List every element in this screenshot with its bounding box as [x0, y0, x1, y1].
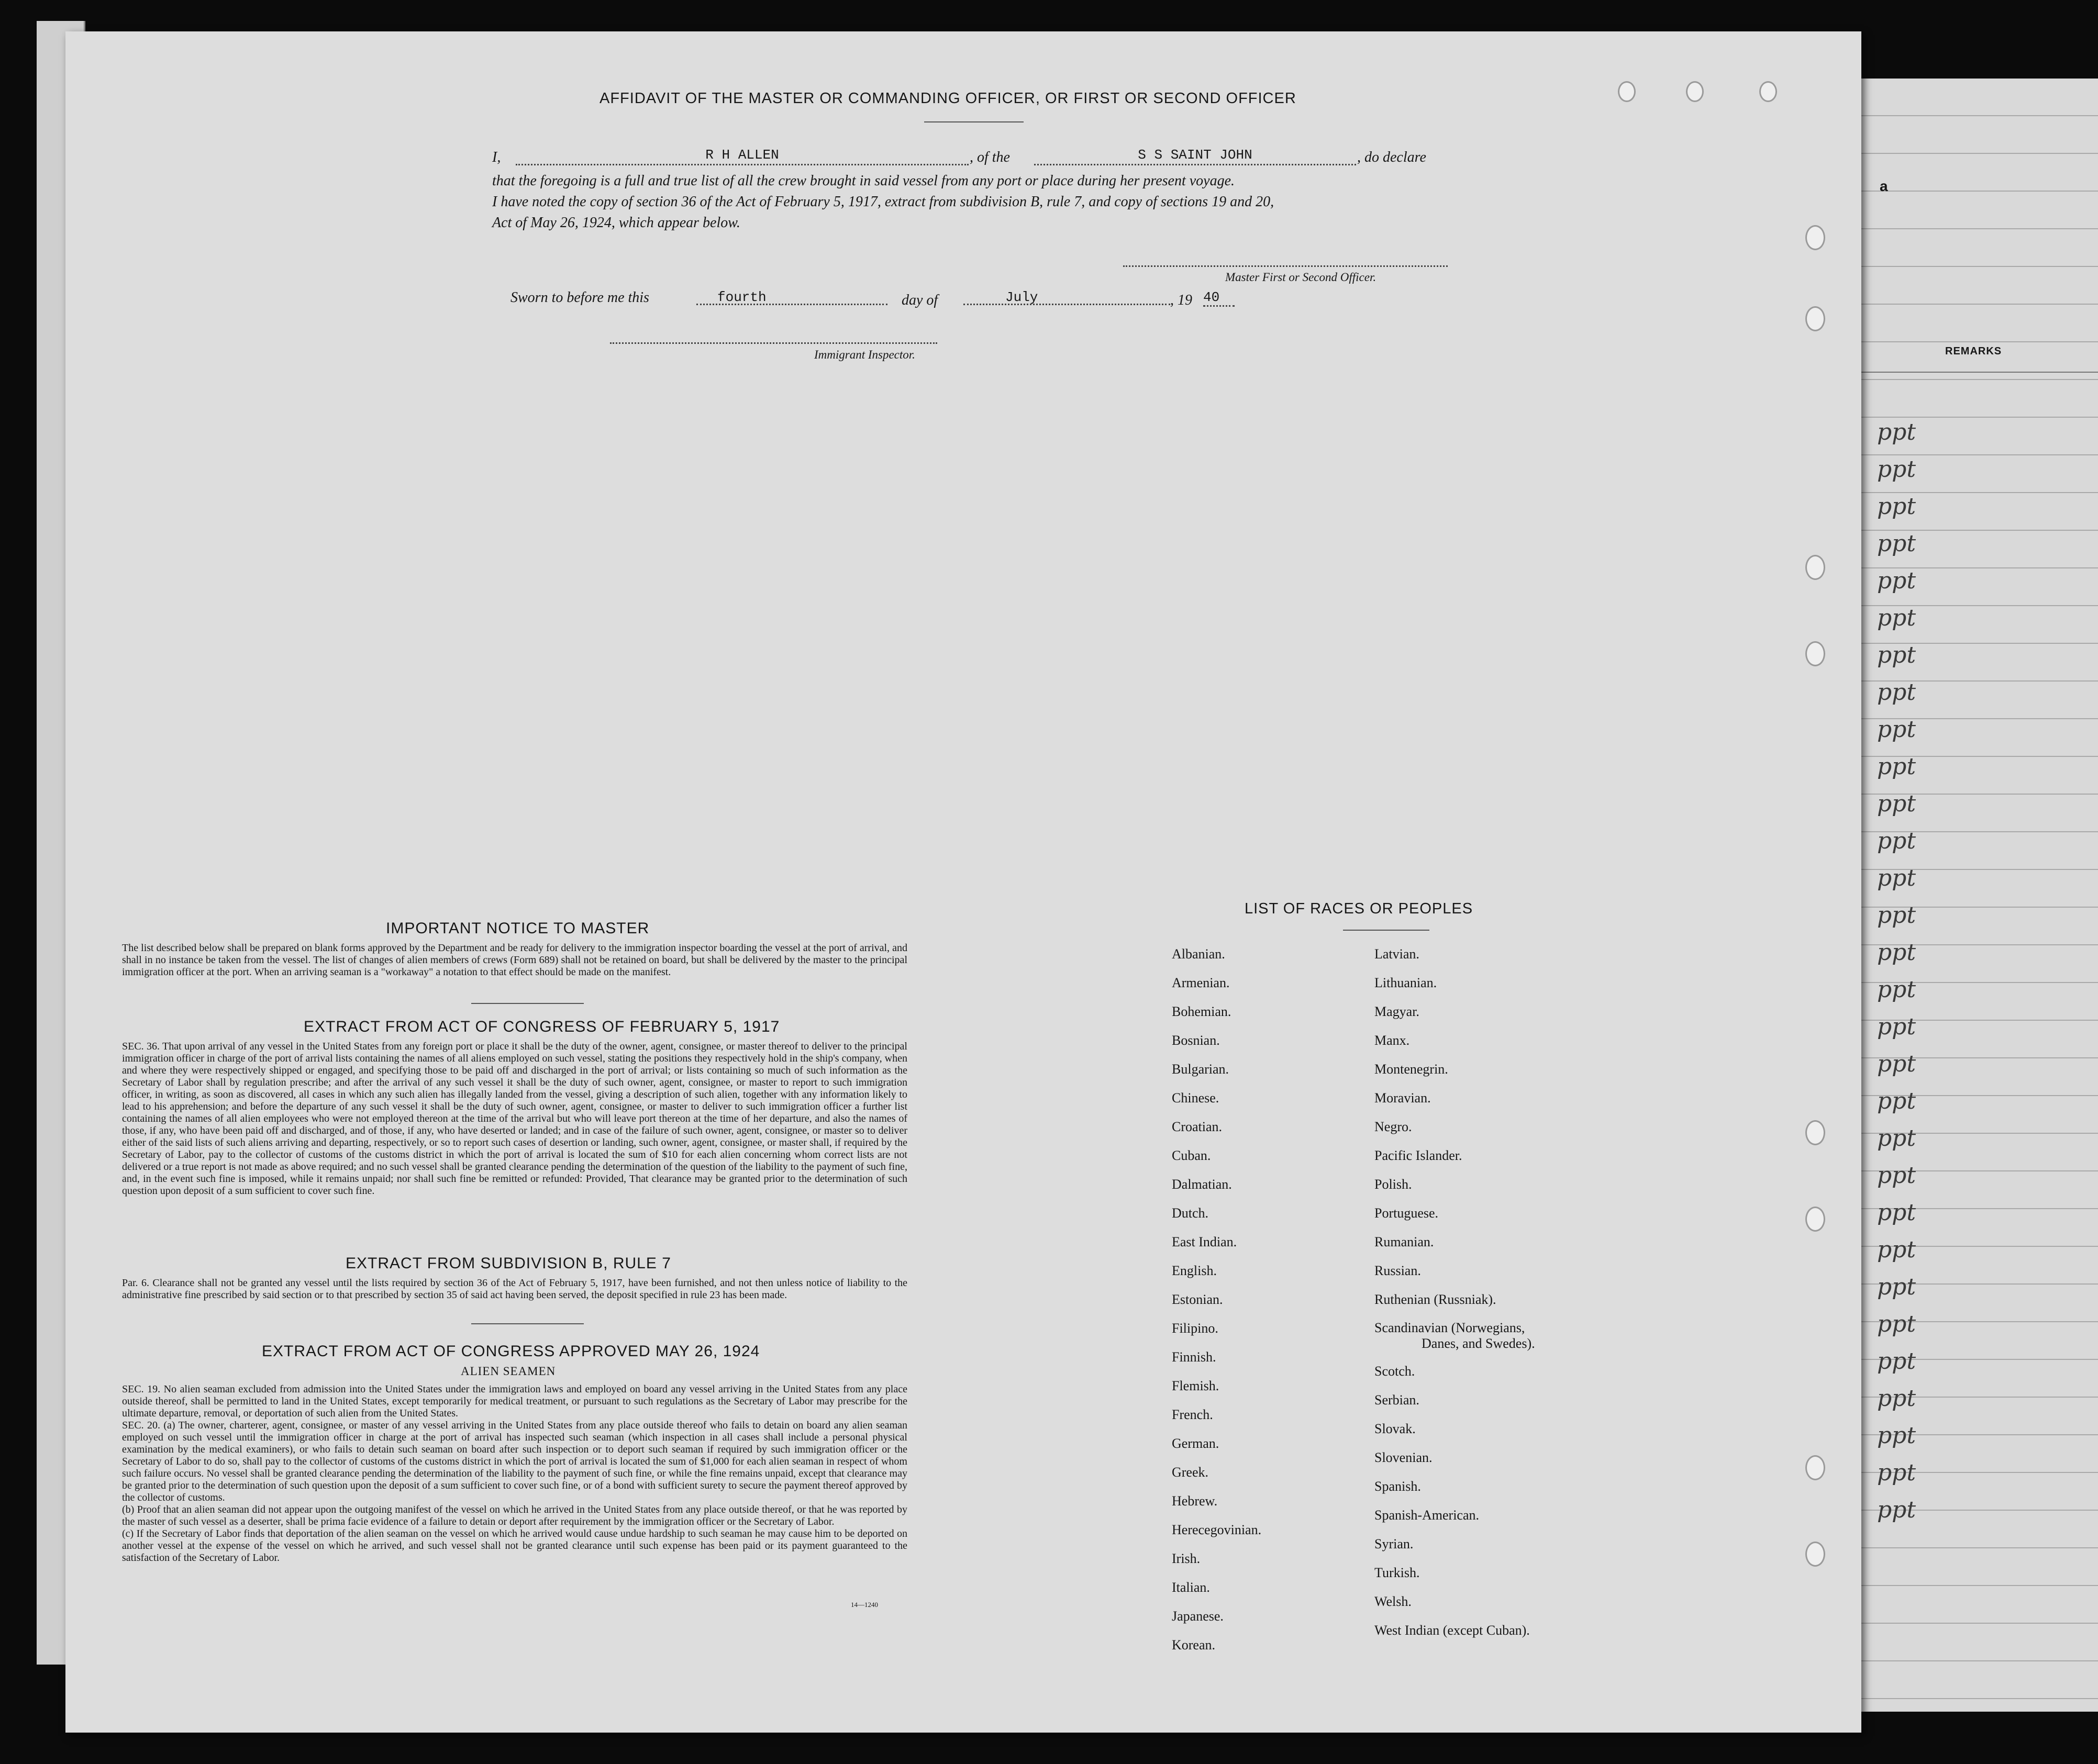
extract-1917-body: [122, 1041, 907, 1197]
remark-handwritten-mark: ppt: [1877, 530, 1916, 557]
affidavit-line-4: Act of May 26, 1924, which appear below.: [492, 215, 740, 231]
remark-handwritten-mark: ppt: [1877, 1199, 1916, 1226]
races-title-rule: [1343, 930, 1429, 931]
sec-20c-text: (c) If the Secretary of Labor finds that deportation of the alien seaman on the vessel on which he arrived would cause undue hardship to such seaman he may cause him to be deported on another vessel at the expense of the vessel on which he arrived, and such vessel shall not be granted clearance until such expense has been paid or its payment guaranteed to the satisfaction of the Secretary of Labor.: [122, 1528, 907, 1564]
race-item: Finnish.: [1172, 1349, 1216, 1365]
race-item: Filipino.: [1172, 1321, 1218, 1336]
punch-hole: [1805, 641, 1825, 666]
race-item: German.: [1172, 1436, 1219, 1451]
race-item: Lithuanian.: [1374, 975, 1437, 990]
race-item: Portuguese.: [1374, 1205, 1439, 1221]
punch-hole: [1805, 1542, 1825, 1567]
race-item: Chinese.: [1172, 1090, 1219, 1106]
race-item: Serbian.: [1374, 1392, 1419, 1408]
race-item: Negro.: [1374, 1119, 1412, 1134]
remark-handwritten-mark: ppt: [1877, 828, 1916, 854]
race-item: East Indian.: [1172, 1234, 1237, 1249]
remark-handwritten-mark: ppt: [1877, 1013, 1916, 1040]
vessel-name-field[interactable]: S S SAINT JOHN: [1034, 147, 1356, 165]
race-item: Scandinavian (Norwegians,: [1374, 1320, 1525, 1335]
race-item: Italian.: [1172, 1580, 1210, 1595]
sec-20b-text: (b) Proof that an alien seaman did not appear upon the outgoing manifest of the vessel on which he arrived in the United States from any place outside thereof, or that he was reported by the master of such vessel as a deserter, shall be prima facie evidence of a failure to detain or deport after requirement by the immigration officer or the Secretary of Labor.: [122, 1504, 907, 1527]
race-item: Montenegrin.: [1374, 1062, 1448, 1077]
remark-handwritten-mark: ppt: [1877, 493, 1916, 520]
race-item: West Indian (except Cuban).: [1374, 1623, 1530, 1638]
remark-handwritten-mark: ppt: [1877, 1311, 1916, 1337]
race-item: Japanese.: [1172, 1609, 1224, 1624]
remark-handwritten-mark: ppt: [1877, 456, 1916, 483]
race-item: Bulgarian.: [1172, 1062, 1229, 1077]
remark-handwritten-mark: ppt: [1877, 939, 1916, 966]
race-item: Turkish.: [1374, 1565, 1420, 1580]
race-item: Polish.: [1374, 1177, 1412, 1192]
races-left-column: [1172, 940, 1261, 1659]
sworn-year-field[interactable]: 40: [1203, 289, 1235, 307]
race-item: Albanian.: [1172, 946, 1225, 962]
race-item: Dalmatian.: [1172, 1177, 1232, 1192]
race-item: Latvian.: [1374, 946, 1419, 962]
affidavit-i-label: I,: [492, 149, 501, 165]
punch-hole: [1805, 306, 1825, 331]
master-signature-line[interactable]: [1123, 264, 1448, 267]
race-item: Russian.: [1374, 1263, 1421, 1278]
master-name-field[interactable]: R H ALLEN: [516, 147, 969, 165]
punch-hole: [1805, 225, 1825, 250]
remark-handwritten-mark: ppt: [1877, 1385, 1916, 1412]
title-rule: [924, 121, 1024, 122]
remark-handwritten-mark: ppt: [1877, 1125, 1916, 1152]
inspector-caption: Immigrant Inspector.: [814, 348, 915, 361]
race-item: Welsh.: [1374, 1594, 1412, 1609]
inspector-signature-line[interactable]: [610, 341, 937, 344]
of-the-label: , of the: [970, 149, 1010, 165]
punch-hole: [1686, 81, 1704, 102]
race-item: Hebrew.: [1172, 1493, 1218, 1509]
remark-handwritten-mark: ppt: [1877, 902, 1916, 929]
remark-handwritten-mark: ppt: [1877, 567, 1916, 594]
year-prefix-label: , 19: [1170, 292, 1192, 308]
race-item: Estonian.: [1172, 1292, 1223, 1307]
remark-handwritten-mark: ppt: [1877, 1274, 1916, 1300]
race-item: Armenian.: [1172, 975, 1230, 990]
race-item: Bohemian.: [1172, 1004, 1231, 1019]
remark-handwritten-mark: ppt: [1877, 1348, 1916, 1375]
sec-19-text: SEC. 19. No alien seaman excluded from admission into the United States under the immigration laws and employed on board any vessel arriving in the United States from any place outside thereof, shall be permitted to land in the United States, except temporarily for medical treatment, or pursuant to such regulations as the Secretary of Labor may prescribe for the ultimate departure, removal, or deportation of such alien from the United States.: [122, 1383, 907, 1419]
extract-1917-title: EXTRACT FROM ACT OF CONGRESS OF FEBRUARY 5, 1917: [304, 1018, 780, 1035]
race-item-continued: Danes, and Swedes).: [1422, 1336, 1535, 1351]
master-signature-caption: Master First or Second Officer.: [1225, 271, 1377, 284]
punch-hole: [1805, 1207, 1825, 1232]
punch-hole: [1805, 1455, 1825, 1480]
extract-1924-title: EXTRACT FROM ACT OF CONGRESS APPROVED MAY 26, 1924: [262, 1343, 760, 1360]
remark-handwritten-mark: ppt: [1877, 1051, 1916, 1077]
punch-hole: [1618, 81, 1636, 102]
extract-1924-body: [122, 1383, 907, 1564]
race-item: Herecegovinian.: [1172, 1522, 1262, 1537]
race-item: Slovak.: [1374, 1421, 1416, 1436]
remark-handwritten-mark: ppt: [1877, 716, 1916, 743]
sworn-label: Sworn to before me this: [510, 289, 649, 306]
rule-7-title: EXTRACT FROM SUBDIVISION B, RULE 7: [346, 1255, 671, 1272]
remark-handwritten-mark: ppt: [1877, 605, 1916, 631]
races-title: LIST OF RACES OR PEOPLES: [1245, 900, 1473, 917]
race-item: Magyar.: [1374, 1004, 1419, 1019]
race-item: Irish.: [1172, 1551, 1201, 1566]
section-rule: [471, 1003, 584, 1004]
notice-title: IMPORTANT NOTICE TO MASTER: [386, 920, 650, 937]
alien-seamen-subtitle: ALIEN SEAMEN: [461, 1365, 556, 1378]
race-item: Ruthenian (Russniak).: [1374, 1292, 1496, 1307]
notice-text: The list described below shall be prepared on blank forms approved by the Department and be ready for delivery to the immigration inspector boarding the vessel at the port of arrival, and shall in no instance be taken from the vessel. The list of changes of alien members of crews (Form 689) shall not be retained on board, but shall be delivered by the master to the principal immigration officer at the port. When an arriving seaman is a "workaway" a notation to that effect should be made on the manifest.: [122, 942, 907, 978]
race-item: Slovenian.: [1374, 1450, 1433, 1465]
extract-1917-text: SEC. 36. That upon arrival of any vessel in the United States from any foreign port or place it shall be the duty of the owner, agent, consignee, or master thereof to deliver to the principal immigration officer in charge of the port of arrival lists containing the names of all aliens employed on such vessel, stating the positions they respectively hold in the ship's company, when and where they were respectively shipped or engaged, and specifying those to be paid off and discharged in the port of arrival; or lists containing so much of such information as the Secretary of Labor shall by regulation prescribe; and after the arrival of any such vessel it shall be the duty of such owner, agent, consignee, or master to report to such immigration officer, in writing, as soon as discovered, all cases in which any such alien has illegally landed from the vessel, giving a description of such alien, together with any information likely to lead to his apprehension; and before the departure of any such vessel it shall be the duty of such owner, agent, consignee, or master to deliver to such immigration officer a further list containing the names of all alien employees who were not employed thereon at the time of the arrival but who will leave port thereon at the time of her departure, and also the names of those, if any, who have been paid off and discharged, and of those, if any, who have deserted or landed; and in case of the failure of such owner, agent, consignee, or master so to deliver either of the said lists of such aliens arriving and departing, respectively, or so to report such cases of desertion or landing, such owner, agent, consignee, or master shall, if required by the Secretary of Labor, pay to the collector of customs of the customs district in which the port of arrival is located the sum of $10 for each alien concerning whom correct lists are not delivered or a true report is not made as above required; and no such vessel shall be granted clearance pending the determination of the question of the liability to the payment of such fine, and, in the event such fine is imposed, while it remains unpaid; nor shall such fine be remitted or refunded: Provided, That clearance may be granted prior to the determination of such question upon deposit of a sum sufficient to cover such fine.: [122, 1041, 907, 1197]
back-sheet-letter: a: [1880, 178, 1888, 194]
remark-handwritten-mark: ppt: [1877, 976, 1916, 1003]
sworn-month-field[interactable]: July: [963, 289, 1170, 305]
remark-handwritten-mark: ppt: [1877, 790, 1916, 817]
remark-handwritten-mark: ppt: [1877, 1497, 1916, 1523]
races-right-column: [1374, 940, 1535, 1645]
punch-hole: [1759, 81, 1777, 102]
affidavit-line-3: I have noted the copy of section 36 of the Act of February 5, 1917, extract from subdivision B, rule 7, and copy of sections 19 and 20,: [492, 194, 1274, 210]
remark-handwritten-mark: ppt: [1877, 1236, 1916, 1263]
rule-7-body: [122, 1277, 907, 1301]
race-item: Moravian.: [1374, 1090, 1431, 1106]
race-item: English.: [1172, 1263, 1217, 1278]
race-item: Greek.: [1172, 1465, 1209, 1480]
do-declare-label: , do declare: [1357, 149, 1426, 165]
race-item: Manx.: [1374, 1033, 1410, 1048]
notice-body: [122, 942, 907, 978]
race-item: Pacific Islander.: [1374, 1148, 1462, 1163]
remark-handwritten-mark: ppt: [1877, 1459, 1916, 1486]
rule-7-text: Par. 6. Clearance shall not be granted any vessel until the lists required by section 36 of the Act of February 5, 1917, have been furnished, and not then unless notice of liability to the administrative fine prescribed by said section or to that prescribed by section 35 of said act having been served, the deposit specified in rule 23 has been made.: [122, 1277, 907, 1301]
race-item: Cuban.: [1172, 1148, 1211, 1163]
punch-hole: [1805, 555, 1825, 580]
remark-handwritten-mark: ppt: [1877, 679, 1916, 706]
remarks-column-header: REMARKS: [1945, 345, 2002, 357]
race-item: Dutch.: [1172, 1205, 1209, 1221]
remark-handwritten-mark: ppt: [1877, 419, 1916, 445]
remark-handwritten-mark: ppt: [1877, 865, 1916, 891]
day-of-label: day of: [902, 292, 938, 308]
remark-handwritten-mark: ppt: [1877, 753, 1916, 780]
remark-handwritten-mark: ppt: [1877, 1162, 1916, 1189]
section-rule: [471, 1323, 584, 1324]
form-number: 14—1240: [851, 1601, 878, 1609]
remark-handwritten-mark: ppt: [1877, 1422, 1916, 1449]
punch-hole: [1805, 1120, 1825, 1145]
affidavit-line-2: that the foregoing is a full and true list of all the crew brought in said vessel from any port or place during her present voyage.: [492, 173, 1235, 189]
race-item: Flemish.: [1172, 1378, 1219, 1393]
race-item: Spanish.: [1374, 1479, 1421, 1494]
affidavit-title: AFFIDAVIT OF THE MASTER OR COMMANDING OFFICER, OR FIRST OR SECOND OFFICER: [600, 90, 1296, 107]
sworn-day-field[interactable]: fourth: [696, 289, 887, 305]
race-item: Scotch.: [1374, 1364, 1415, 1379]
race-item: Spanish-American.: [1374, 1508, 1480, 1523]
race-item: Croatian.: [1172, 1119, 1223, 1134]
race-item: French.: [1172, 1407, 1213, 1422]
race-item: Syrian.: [1374, 1536, 1414, 1551]
remark-handwritten-mark: ppt: [1877, 1088, 1916, 1114]
race-item: Bosnian.: [1172, 1033, 1220, 1048]
race-item: Rumanian.: [1374, 1234, 1434, 1249]
remark-handwritten-mark: ppt: [1877, 642, 1916, 668]
sec-20a-text: SEC. 20. (a) The owner, charterer, agent, consignee, or master of any vessel arriving in the United States from any place outside thereof who fails to detain on board any alien seaman employed on such vessel until the immigration officer in charge at the port of arrival has inspected such seaman (which inspection in all cases shall include a personal physical examination by the medical examiners), or who fails to detain such seaman on board after such inspection or to deport such seaman if required by such immigration officer or the Secretary of Labor to do so, shall pay to the collector of customs of the customs district in which the port of arrival is located the sum of $1,000 for each alien seaman in respect of whom such failure occurs. No vessel shall be granted clearance pending the determination of the liability to the payment of such fine, or while the fine remains unpaid, except that clearance may be granted prior to the determination of such question upon the deposit of a sum sufficient to cover such fine, or of a bond with sufficient surety to secure the payment thereof approved by the collector of customs.: [122, 1420, 907, 1503]
race-item: Korean.: [1172, 1637, 1216, 1653]
